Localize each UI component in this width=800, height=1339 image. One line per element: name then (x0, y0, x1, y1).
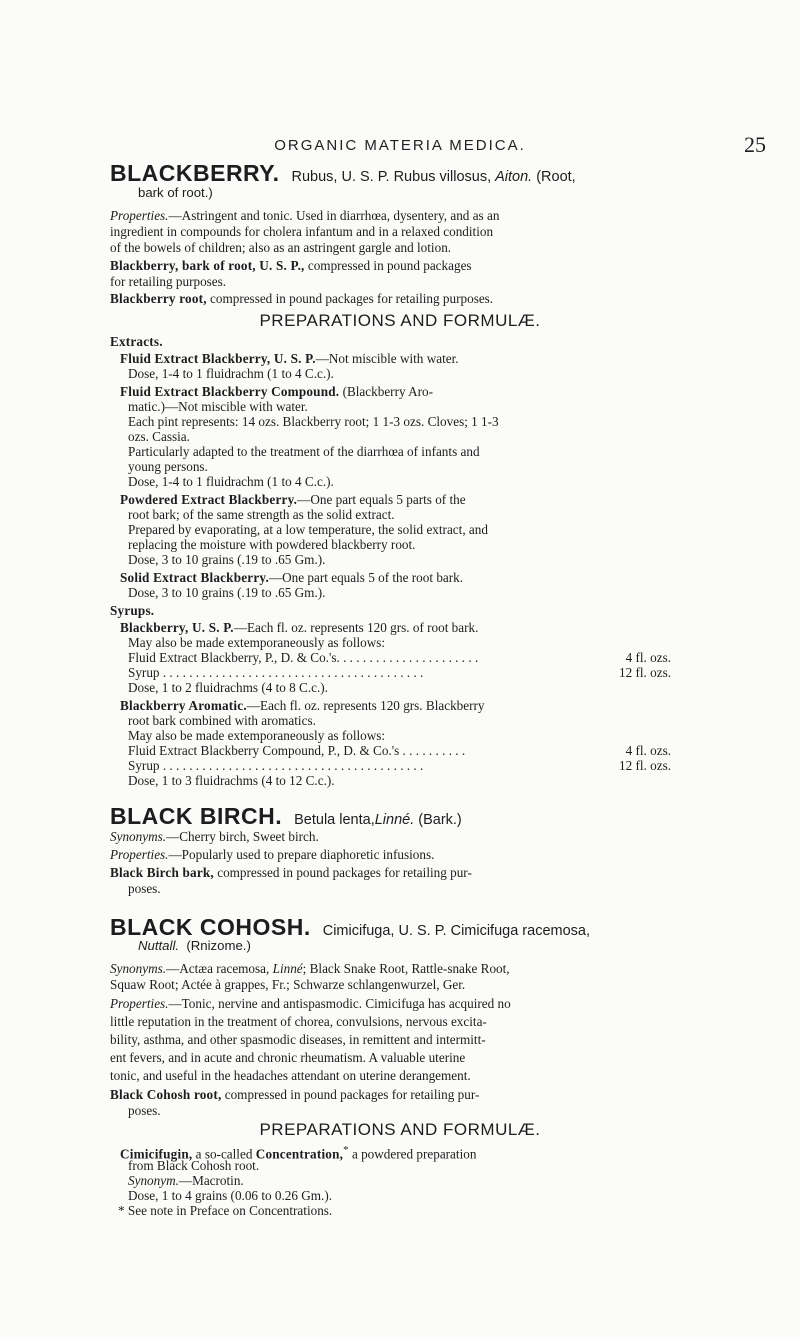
formula-row: Syrup . . . . . . . . . . . . . . . . . . . . . . . . . . . . . . . . . . . . . . . . 12 fl. ozs. (128, 758, 671, 773)
page-number: 25 (744, 132, 766, 157)
document-page: ORGANIC MATERIA MEDICA. 25 BLACKBERRY. Rubus, U. S. P. Rubus villosus, Aiton. (Root, bark of root.) Properties.—Astringent and tonic. Used in diarrhœa, dysentery, and as an ingredient in compounds for cholera infantum and in a relaxed condition of the bowels of children; also as an astringent gargle and lotion. Blackberry, bark of root, U. S. P., compressed in pound packages for retailing purposes. Blackberry root, compressed in pound packages for retailing purposes. PREPARATIONS AND FORMULÆ. Extracts. Fluid Extract Blackberry, U. S. P.—Not miscible with water. Dose, 1-4 to 1 fluidrachm (1 to 4 C.c.). Fluid Extract Blackberry Compound. (Blackberry Aro- matic.)—Not miscible with water. Each pint represents: 14 ozs. Blackberry root; 1 1-3 ozs. Cloves; 1 1-3 ozs. Cassia. Particularly adapted to the treatment of the diarrhœa of infants and young persons. Dose, 1-4 to 1 fluidrachm (1 to 4 C.c.). Powdered Extract Blackberry.—One part equals 5 parts of the root bark; of the same strength as the solid extract. Prepared by evaporating, at a low temperature, the solid extract, and replacing the moisture with powdered blackberry root. Dose, 3 to 10 grains (.19 to .65 Gm.). Solid Extract Blackberry.—One part equals 5 of the root bark. Dose, 3 to 10 grains (.19 to .65 Gm.). Syrups. Blackberry, U. S. P.—Each fl. oz. represents 120 grs. of root bark. May also be made extemporaneously as follows: Fluid Extract Blackberry, P., D. & Co.'s. . . . . . . . . . . . . . . . . . . . . . 4 fl. ozs. Syrup . . . . . . . . . . . . . . . . . . . . . . . . . . . . . . . . . . . . . . . . 12 fl. ozs. Dose, 1 to 2 fluidrachms (4 to 8 C.c.). Blackberry Aromatic.—Each fl. oz. represents 120 grs. Blackberry root bark combined with aromatics. May also be made extemporaneously as follows: Fluid Extract Blackberry Compound, P., D. & Co.'s . . . . . . . . . . 4 fl. ozs. Syrup . . . . . . . . . . . . . . . . . . . . . . . . . . . . . . . . . . . . . . . . 12 fl. ozs. Dose, 1 to 3 fluidrachms (4 to 12 C.c.). BLACK BIRCH. Betula lenta,Linné. (Bark.) Synonyms.—Cherry birch, Sweet birch. Properties.—Popularly used to prepare diaphoretic infusions. Black Birch bark, compressed in pound packages for retailing pur- poses. BLACK COHOSH. Cimicifuga, U. S. P. Cimicifuga racemosa, Nuttall. (Rnizome.) Synonyms.—Actæa racemosa, Linné; Black Snake Root, Rattle-snake Root, Squaw Root; Actée à grappes, Fr.; Schwarze schlangenwurzel, Ger. Properties.—Tonic, nervine and antispasmodic. Cimicifuga has acquired no little reputation in the treatment of chorea, convulsions, nervous excita- bility, asthma, and other spasmodic diseases, in remittent and intermitt- ent fevers, and in acute and chronic rheumatism. A valuable uterine tonic, and useful in the headaches attendant on uterine derangement. Black Cohosh root, compressed in pound packages for retailing pur- poses. PREPARATIONS AND FORMULÆ. Cimicifugin, a so-called Concentration,* a powdered preparation from Black Cohosh root. Synonym.—Macrotin. Dose, 1 to 4 grains (0.06 to 0.26 Gm.). * See note in Preface on Concentrations. (0, 0, 800, 1339)
extracts-heading: Extracts. (110, 334, 163, 349)
formula-row: Syrup . . . . . . . . . . . . . . . . . . . . . . . . . . . . . . . . . . . . . . . . 12 fl. ozs. (128, 665, 671, 680)
preparations-heading: PREPARATIONS AND FORMULÆ. (259, 1120, 541, 1139)
footnote: * See note in Preface on Concentrations. (118, 1203, 333, 1218)
preparations-heading: PREPARATIONS AND FORMULÆ. (259, 311, 541, 330)
heading-black-cohosh: BLACK COHOSH. (110, 914, 311, 940)
syrups-heading: Syrups. (110, 603, 155, 618)
heading-black-birch: BLACK BIRCH. (110, 803, 283, 829)
formula-row: Fluid Extract Blackberry Compound, P., D. & Co.'s . . . . . . . . . . 4 fl. ozs. (128, 743, 671, 758)
heading-blackberry: BLACKBERRY. (110, 160, 280, 186)
formula-row: Fluid Extract Blackberry, P., D. & Co.'s. . . . . . . . . . . . . . . . . . . . . . 4 fl. ozs. (128, 650, 671, 665)
properties-paragraph: Properties.—Astringent and tonic. Used in diarrhœa, dysentery, and as an (110, 208, 500, 223)
running-head: ORGANIC MATERIA MEDICA. (274, 137, 526, 154)
